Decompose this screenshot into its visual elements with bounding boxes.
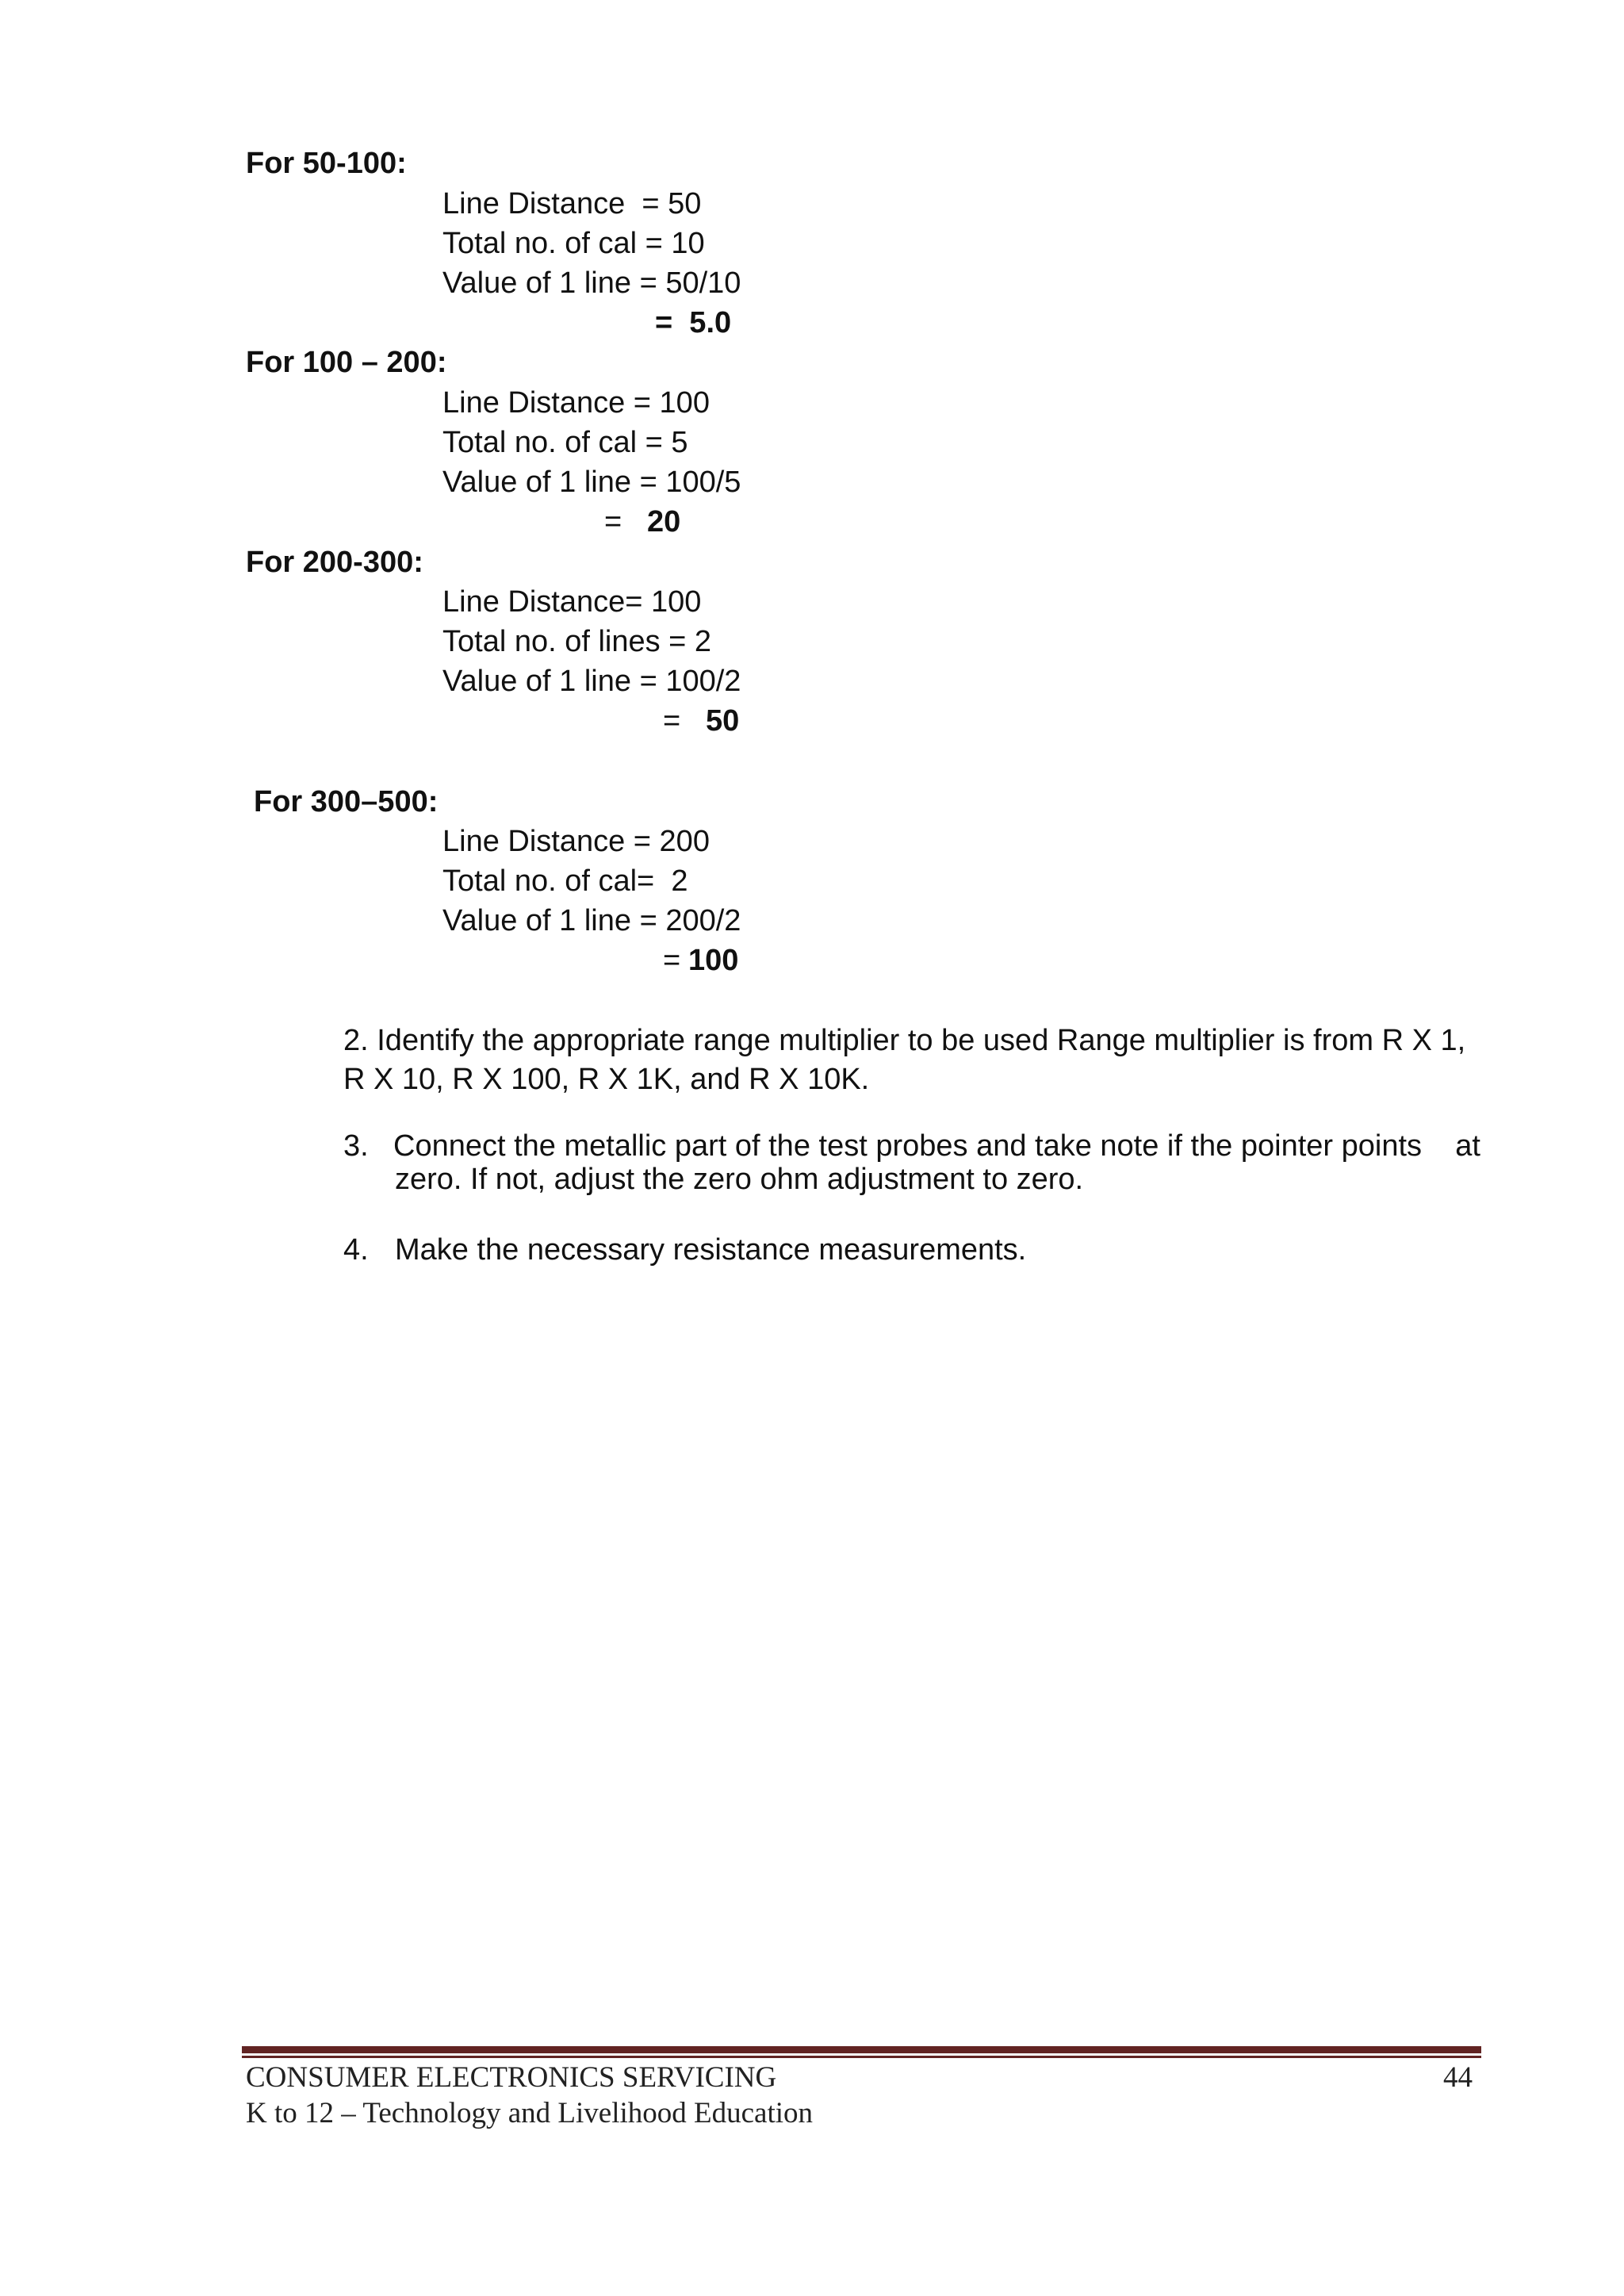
total-cal: Total no. of cal = 5: [442, 426, 688, 459]
step-3-text: Connect the metallic part of the test probes and take note if the pointer points at: [393, 1129, 1480, 1163]
result-equals: =: [663, 944, 681, 977]
total-lines: Total no. of lines = 2: [442, 625, 712, 658]
total-cal: Total no. of cal= 2: [442, 864, 688, 898]
section-heading: For 50-100:: [246, 147, 407, 180]
page-number: 44: [1443, 2061, 1473, 2094]
total-cal: Total no. of cal = 10: [442, 227, 705, 260]
value-of-line: Value of 1 line = 200/2: [442, 904, 741, 937]
step-4-text: Make the necessary resistance measurements.: [395, 1233, 1027, 1267]
step-3-number: 3.: [343, 1129, 369, 1163]
step-2-text: 2. Identify the appropriate range multiplier to be used Range multiplier is from R X 1,: [343, 1024, 1466, 1057]
result-equals: =: [663, 704, 681, 738]
value-of-line: Value of 1 line = 50/10: [442, 266, 741, 300]
section-heading: For 200-300:: [246, 546, 423, 579]
step-2-text-cont: R X 10, R X 100, R X 1K, and R X 10K.: [343, 1063, 870, 1096]
footer-title: CONSUMER ELECTRONICS SERVICING: [246, 2061, 777, 2094]
step-3-text-cont: zero. If not, adjust the zero ohm adjustment to zero.: [395, 1163, 1084, 1196]
result: = 5.0: [655, 306, 732, 339]
footer-rule: [242, 2046, 1481, 2053]
step-4-number: 4.: [343, 1233, 369, 1267]
line-distance: Line Distance = 200: [442, 825, 710, 858]
section-heading: For 300–500:: [254, 785, 439, 818]
value-of-line: Value of 1 line = 100/5: [442, 466, 741, 499]
line-distance: Line Distance = 50: [442, 187, 702, 220]
footer-rule-thin: [242, 2056, 1481, 2058]
result-value: 100: [688, 944, 739, 977]
result-value: 50: [706, 704, 740, 738]
section-heading: For 100 – 200:: [246, 346, 447, 379]
result-equals: =: [604, 505, 622, 539]
footer-subtitle: K to 12 – Technology and Livelihood Education: [246, 2097, 814, 2129]
value-of-line: Value of 1 line = 100/2: [442, 665, 741, 698]
result-value: 20: [647, 505, 681, 539]
line-distance: Line Distance = 100: [442, 386, 710, 420]
line-distance: Line Distance= 100: [442, 585, 702, 619]
